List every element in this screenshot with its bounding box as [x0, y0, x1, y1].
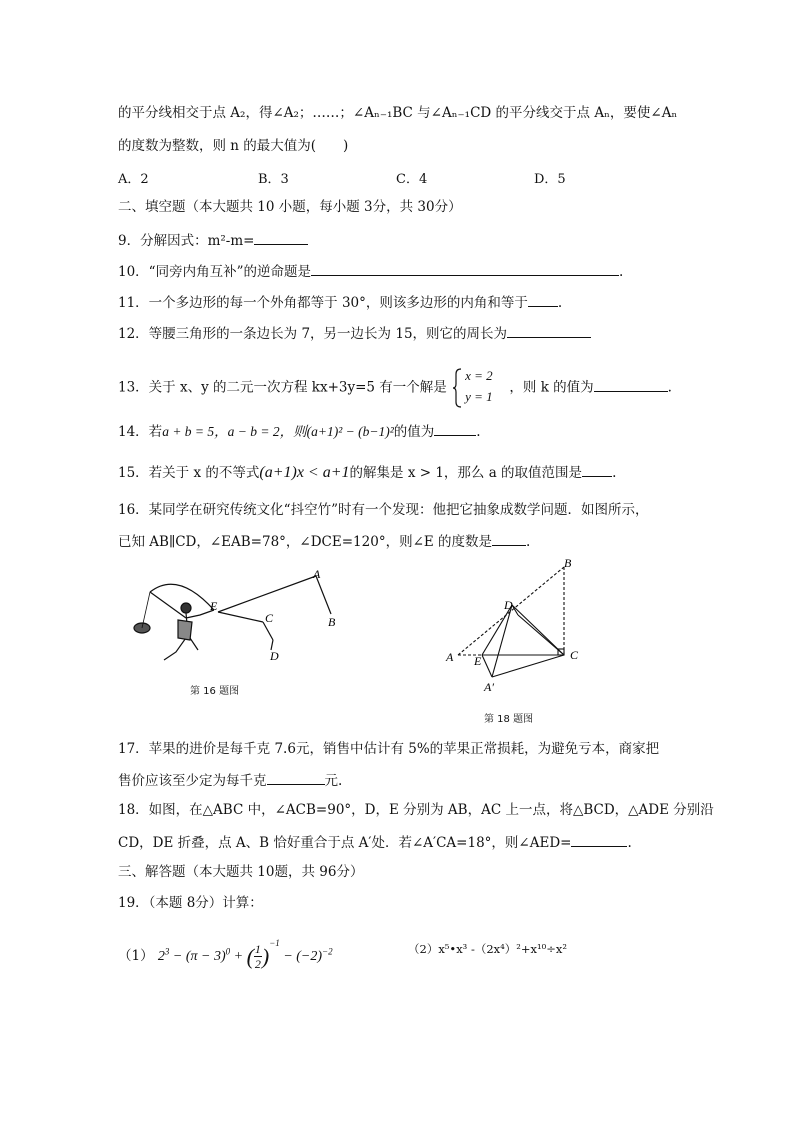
fig16-label-a: A — [313, 567, 321, 581]
fig18-label-a: A — [446, 650, 454, 664]
option-b: B．3 — [258, 172, 289, 187]
q9-text: 9．分解因式：m²-m= — [118, 233, 255, 249]
q9 — [118, 230, 308, 250]
q12 — [118, 323, 591, 343]
q17-line2-post: 元. — [324, 773, 343, 789]
fig18-label-c: C — [570, 648, 579, 662]
q19-part1 — [118, 934, 333, 971]
right-paren-icon: ) — [261, 943, 270, 969]
q14-blank[interactable] — [434, 421, 476, 436]
fig18-label-b: B — [564, 556, 572, 570]
q12-text: 12．等腰三角形的一条边长为 7，另一边长为 15，则它的周长为 — [118, 326, 508, 342]
q13-eq2: y = 1 — [465, 389, 493, 404]
q12-blank[interactable] — [507, 323, 591, 338]
q9-blank[interactable] — [254, 230, 308, 245]
q13-system — [453, 368, 503, 408]
q18-line2-wrap: CD，DE 折叠，点 A、B 恰好重合于点 A′处．若∠A′CA=18°，则∠AED= . — [118, 832, 632, 852]
q13-eq1: x = 2 — [465, 368, 493, 383]
figure-16 — [128, 560, 368, 700]
fig16-label-c: C — [265, 611, 274, 625]
fig18-caption: 第 18 题图 — [484, 714, 534, 725]
fig18-label-a-prime: A′ — [484, 680, 494, 694]
q13-text-post: ，则 k 的值为 — [509, 379, 594, 396]
q19-part2: （2）x⁵•x³ -（2x⁴）²+x¹⁰÷x² — [408, 942, 567, 956]
q8-line2: 的度数为整数，则 n 的最大值为( ) — [118, 138, 349, 154]
q11: 11．一个多边形的每一个外角都等于 30°，则该多边形的内角和等于 . — [118, 292, 562, 312]
q15-blank[interactable] — [582, 462, 612, 477]
triangle-fold-figure — [440, 555, 600, 695]
diabolo-figure — [128, 560, 368, 700]
q19-part1-label: （1） — [118, 948, 154, 964]
parallel-lines — [218, 576, 331, 650]
option-c: C．4 — [396, 172, 428, 187]
q19-part1-expression: $2^3 - (\pi - 3)^0$ + ( $\frac{1}{2}$ )$^{-1} - (-2)^{-2}$ — [157, 938, 333, 972]
figure-18 — [440, 555, 600, 695]
q10-blank[interactable] — [311, 261, 619, 276]
q11-text: 11．一个多边形的每一个外角都等于 30°，则该多边形的内角和等于 — [118, 295, 528, 311]
q14-text-post: 的值为 — [393, 424, 435, 440]
diabolo-player-illustration — [134, 584, 214, 660]
fig18-label-e: E — [474, 654, 482, 668]
brace-icon — [453, 368, 463, 408]
option-d: D．5 — [534, 172, 566, 187]
fig16-caption: 第 16 题图 — [190, 686, 240, 697]
q8-line1: 的平分线相交于点 A₂，得∠A₂；……；∠Aₙ₋₁BC 与∠Aₙ₋₁CD 的平分线交于点 Aₙ，要使∠Aₙ — [118, 105, 678, 121]
q16-blank[interactable] — [492, 531, 526, 546]
q18-line2: CD，DE 折叠，点 A、B 恰好重合于点 A′处．若∠A′CA=18°，则∠AED= — [118, 835, 572, 851]
option-a: A．2 — [118, 172, 149, 187]
fraction-one-half: $\frac{1}{2}$ — [254, 942, 261, 972]
q10-text: 10．“同旁内角互补”的逆命题是 — [118, 264, 311, 280]
section-2-heading: 二、填空题（本大题共 10 小题，每小题 3分，共 30分） — [118, 199, 462, 215]
q10: 10．“同旁内角互补”的逆命题是 . — [118, 261, 623, 281]
q19-heading: 19．（本题 8分）计算： — [118, 895, 263, 911]
fig16-label-d: D — [270, 649, 279, 663]
q14-text-pre: 14．若 — [118, 424, 163, 440]
q13-blank[interactable] — [594, 377, 668, 392]
q17-line2-text: 售价应该至少定为每千克 — [118, 773, 267, 789]
q16-line1: 16．某同学在研究传统文化“抖空竹”时有一个发现：他把它抽象成数学问题．如图所示， — [118, 502, 649, 518]
q11-blank[interactable] — [528, 292, 558, 307]
q17-blank[interactable] — [267, 770, 325, 785]
q18-blank[interactable] — [571, 832, 627, 847]
q16-line2-wrap: 已知 AB∥CD，∠EAB=78°，∠DCE=120°，则∠E 的度数是 . — [118, 531, 530, 551]
fig16-label-e: E — [210, 599, 218, 613]
q15-inequality: (a+1)x < a+1 — [259, 464, 350, 481]
q17-line2 — [118, 770, 342, 790]
q16-line2: 已知 AB∥CD，∠EAB=78°，∠DCE=120°，则∠E 的度数是 — [118, 534, 493, 550]
q18-line1: 18．如图，在△ABC 中，∠ACB=90°，D，E 分别为 AB，AC 上一点，将△BCD，△ADE 分别沿 — [118, 802, 714, 818]
q15: 15．若关于 x 的不等式(a+1)x < a+1的解集是 x > 1，那么 a 的取值范围是 . — [118, 464, 617, 481]
q17-line1: 17．苹果的进价是每千克 7.6元，销售中估计有 5%的苹果正常损耗，为避免亏本，商家把 — [118, 741, 660, 757]
q15-text-mid: 的解集是 x > 1，那么 a 的取值范围是 — [349, 465, 583, 481]
left-paren-icon: ( — [246, 943, 254, 969]
q14: 14．若a + b = 5，a − b = 2，则(a+1)² − (b−1)²的值为 . — [118, 421, 481, 441]
section-3-heading: 三、解答题（本大题共 10题，共 96分） — [118, 864, 364, 880]
fig18-label-d: D — [504, 598, 513, 612]
q15-text-pre: 15．若关于 x 的不等式 — [118, 465, 260, 481]
q13-text-pre: 13．关于 x、y 的二元一次方程 kx+3y=5 有一个解是 — [118, 379, 447, 396]
fig16-label-b: B — [328, 615, 336, 629]
q13: 13．关于 x、y 的二元一次方程 kx+3y=5 有一个解是 x = 2 y = 1 ，则 k 的值为 . — [118, 368, 672, 408]
q14-expression: a + b = 5，a − b = 2，则(a+1)² − (b−1)² — [162, 424, 394, 439]
